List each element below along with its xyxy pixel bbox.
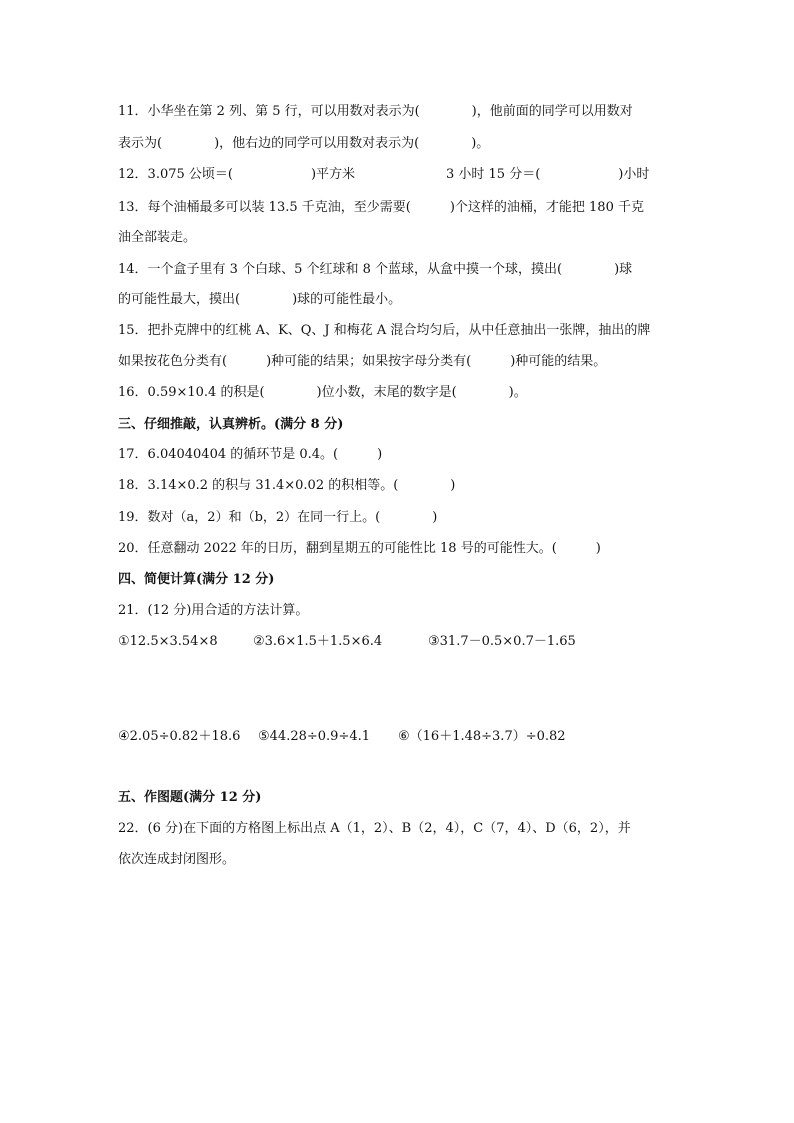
question-11-line-2: 表示为( )，他右边的同学可以用数对表示为( )。 (118, 136, 490, 151)
section-4-heading: 四、简便计算(满分 12 分) (118, 572, 275, 587)
question-13-line-2: 油全部装走。 (118, 230, 197, 245)
question-22-line-2: 依次连成封闭图形。 (118, 852, 236, 867)
calc-item-5: ⑤44.28÷0.9÷4.1 (258, 729, 371, 744)
question-21: 21．(12 分)用合适的方法计算。 (118, 603, 309, 618)
question-16: 16．0.59×10.4 的积是( )位小数，末尾的数字是( )。 (118, 385, 527, 400)
question-19: 19．数对（a，2）和（b，2）在同一行上。( ) (118, 510, 438, 525)
question-22-line-1: 22．(6 分)在下面的方格图上标出点 A（1，2）、B（2，4），C（7，4）、D（6，2），并 (118, 821, 631, 836)
question-12-time: 3 小时 15 分＝( )小时 (446, 167, 650, 182)
question-20: 20．任意翻动 2022 年的日历，翻到星期五的可能性比 18 号的可能性大。( ) (118, 541, 601, 556)
section-5-heading: 五、作图题(满分 12 分) (118, 790, 262, 805)
calc-item-3: ③31.7－0.5×0.7－1.65 (428, 634, 576, 649)
question-18: 18．3.14×0.2 的积与 31.4×0.02 的积相等。( ) (118, 478, 456, 493)
calc-item-1: ①12.5×3.54×8 (118, 634, 218, 649)
question-17: 17．6.04040404 的循环节是 0.4。( ) (118, 447, 383, 462)
section-3-heading: 三、仔细推敲，认真辨析。(满分 8 分) (118, 417, 344, 432)
question-15-line-2: 如果按花色分类有( )种可能的结果；如果按字母分类有( )种可能的结果。 (118, 354, 607, 369)
calc-item-2: ②3.6×1.5＋1.5×6.4 (253, 634, 383, 649)
question-14-line-1: 14．一个盒子里有 3 个白球、5 个红球和 8 个蓝球，从盒中摸一个球，摸出( )球 (118, 262, 633, 277)
calc-item-6: ⑥（16＋1.48÷3.7）÷0.82 (398, 729, 566, 744)
question-11-line-1: 11．小华坐在第 2 列、第 5 行，可以用数对表示为( )，他前面的同学可以用数对 (118, 104, 633, 119)
question-13-line-1: 13．每个油桶最多可以装 13.5 千克油，至少需要( )个这样的油桶，才能把 180 千克 (118, 200, 644, 215)
question-15-line-1: 15．把扑克牌中的红桃 A、K、Q、J 和梅花 A 混合均匀后，从中任意抽出一张牌，抽出的牌 (118, 323, 651, 338)
question-12-area: 12．3.075 公顷＝( )平方米 (118, 167, 356, 182)
calc-item-4: ④2.05÷0.82＋18.6 (118, 729, 241, 744)
question-14-line-2: 的可能性最大，摸出( )球的可能性最小。 (118, 292, 402, 307)
